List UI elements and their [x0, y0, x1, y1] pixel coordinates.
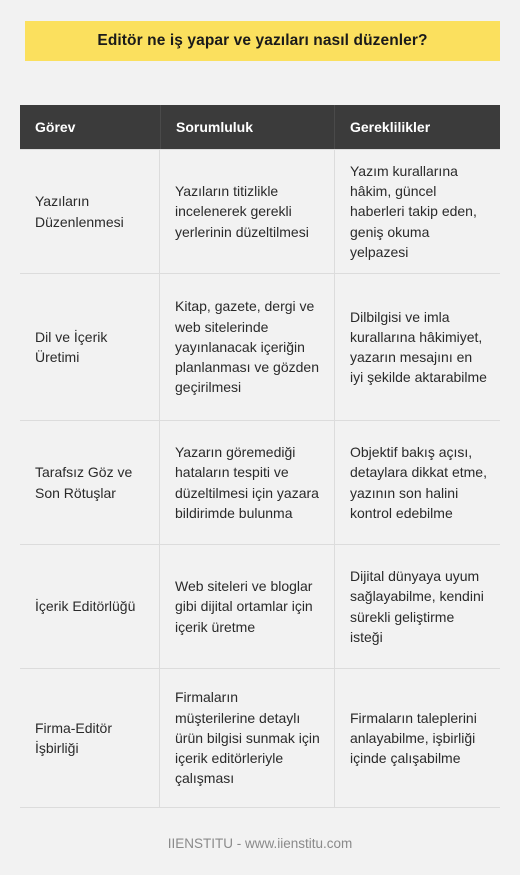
- row-4-sorumluluk: Web siteleri ve bloglar gibi dijital ortamlar için içerik üretme: [160, 544, 335, 668]
- page-title: Editör ne iş yapar ve yazıları nasıl düzenler?: [97, 32, 428, 49]
- row-1-gorev: Yazıların Düzenlenmesi: [20, 149, 160, 273]
- row-4-gereklilikler: Dijital dünyaya uyum sağlayabilme, kendini sürekli geliştirme isteği: [335, 544, 500, 668]
- row-2-sorumluluk: Kitap, gazete, dergi ve web sitelerinde yayınlanacak içeriğin planlanması ve gözden geçirilmesi: [160, 273, 335, 420]
- header-gereklilikler: Gereklilikler: [335, 105, 500, 149]
- row-5-gorev: Firma-Editör İşbirliği: [20, 668, 160, 808]
- row-5-sorumluluk: Firmaların müşterilerine detaylı ürün bilgisi sunmak için içerik editörleriyle çalışması: [160, 668, 335, 808]
- duties-table: [20, 105, 500, 808]
- row-4-gorev: İçerik Editörlüğü: [20, 544, 160, 668]
- row-3-gorev: Tarafsız Göz ve Son Rötuşlar: [20, 420, 160, 544]
- row-1-sorumluluk: Yazıların titizlikle incelenerek gerekli yerlerinin düzeltilmesi: [160, 149, 335, 273]
- footer-credit: IIENSTITU - www.iienstitu.com: [167, 836, 353, 851]
- row-1-gereklilikler: Yazım kurallarına hâkim, güncel haberleri takip eden, geniş okuma yelpazesi: [335, 149, 500, 273]
- row-3-gereklilikler: Objektif bakış açısı, detaylara dikkat etme, yazının son halini kontrol edebilme: [335, 420, 500, 544]
- title-banner: [25, 21, 500, 61]
- row-3-sorumluluk: Yazarın göremediği hataların tespiti ve düzeltilmesi için yazara bildirimde bulunma: [160, 420, 335, 544]
- header-sorumluluk: Sorumluluk: [160, 105, 335, 149]
- row-2-gereklilikler: Dilbilgisi ve imla kurallarına hâkimiyet, yazarın mesajını en iyi şekilde aktarabilme: [335, 273, 500, 420]
- row-5-gereklilikler: Firmaların taleplerini anlayabilme, işbirliği içinde çalışabilme: [335, 668, 500, 808]
- header-gorev: Görev: [20, 105, 160, 149]
- row-2-gorev: Dil ve İçerik Üretimi: [20, 273, 160, 420]
